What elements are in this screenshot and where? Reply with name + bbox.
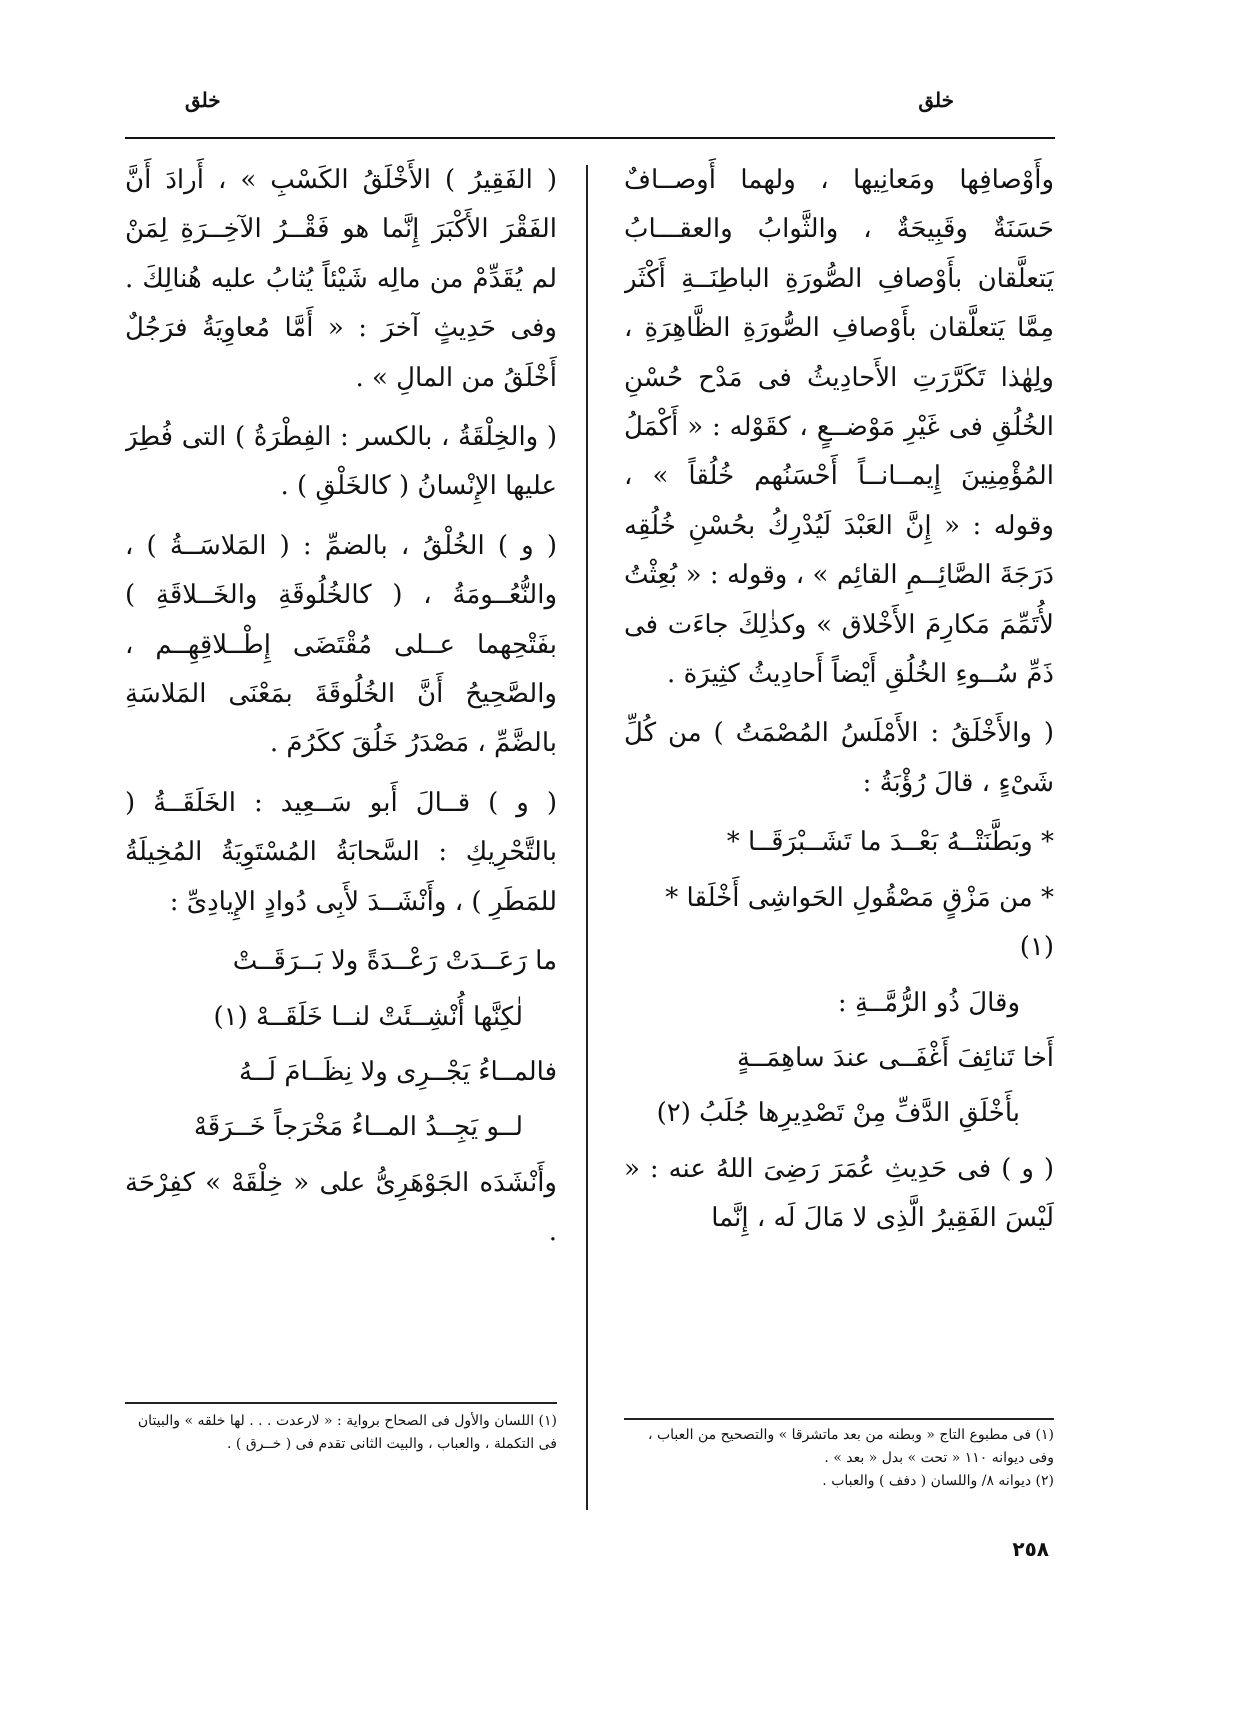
left-text-column xyxy=(125,156,557,1406)
right-column-verse-line: * وبَطَّنَتْــهُ بَعْــدَ ما تَشَــبْرَقَــا * xyxy=(726,827,1054,858)
running-header-right: خلق xyxy=(918,88,954,112)
footnote: (١) اللسان والأول فى الصحاح برواية : « لارعدت . . . لها خلقه » والبيتان فى التكملة ، والعباب ، والبيت الثانى تقدم فى ( خــرق ) . xyxy=(137,1413,557,1452)
left-column-paragraph: ( و ) قــالَ أَبو سَــعِيد : الخَلَقَــةُ ( بالتَّحْرِيكِ : السَّحابَةُ المُسْتَوِيَةُ المُخِيلَةُ للمَطَرِ ) ، وأَنْشَــدَ لأَبِى دُوادٍ الإِيادِىِّ : xyxy=(125,787,557,917)
right-column-verse-line: أَخا تَنائِفَ أَغْفَــى عندَ ساهِمَــةٍ xyxy=(737,1042,1054,1073)
left-column-verse-line: ما رَعَــدَتْ رَعْــدَةً ولا بَــرَقَــتْ xyxy=(232,946,557,977)
column-divider xyxy=(586,165,588,1510)
right-column-verse-line: وقالَ ذُو الرُّمَّــةِ : xyxy=(837,987,1020,1018)
right-column-paragraph: وأَوْصافِها ومَعانِيها ، ولهما أَوصــافٌ حَسَنَةٌ وقَبِيحَةٌ ، والثَّوابُ والعقـــابُ يَتعلَّقان بأَوْصافِ الصُّورَةِ الباطِنَــةِ أَكْثَر مِمَّا يَتعلَّقان بأَوْصافِ الصُّورَةِ الظَّاهِرَةِ ، ولِهٰذا تَكَرَّرَتِ الأَحادِيثُ فى مَدْح حُسْنِ الخُلُقِ فى غَيْرِ مَوْضــعٍ ، كقَوْله : « أَكْمَلُ المُؤْمِنِينَ إِيمــانــاً أَحْسَنُهم خُلُقاً » ، وقوله : « إِنَّ العَبْدَ لَيُدْرِكُ بحُسْنِ خُلُقِه دَرَجَةَ الصَّائِــمِ القائِم » ، وقوله : « بُعِثْتُ لأُتَمِّمَ مَكارِمَ الأَخْلاق » وكذٰلِكَ جاءَت فى ذَمِّ سُــوءِ الخُلُقِ أَيْضاً أَحادِيثُ كثِيرَة . xyxy=(624,165,1054,690)
right-column-verse-line: * من مَزْقٍ مَصْقُولِ الحَواشِى أَخْلَقا * (١) xyxy=(665,882,1054,963)
right-text-column xyxy=(624,156,1054,1426)
header-rule xyxy=(125,137,1055,139)
footnote: (٢) ديوانه ٨/ واللسان ( دفف ) والعباب . xyxy=(822,1473,1054,1489)
footnote-rule-left xyxy=(125,1402,557,1404)
footnotes-right xyxy=(624,1424,1054,1493)
right-column-paragraph: ( و ) فى حَدِيثِ عُمَرَ رَضِىَ اللهُ عنه : « لَيْسَ الفَقِيرُ الَّذِى لا مَالَ لَه ، إِنَّما xyxy=(624,1153,1054,1234)
running-header-left: خلق xyxy=(185,88,221,112)
left-column-verse-line: لــو يَجِــدُ المــاءُ مَخْرَجاً خَــرَقَهْ xyxy=(193,1112,523,1143)
left-column-verse-line: لٰكِنَّها أُنْشِــئَتْ لنــا خَلَقَــهْ (١) xyxy=(213,1001,523,1032)
page-number: ٢٥٨ xyxy=(1012,1537,1049,1561)
footnote: (١) فى مطبوع التاج « وبطنه من بعد ماتشرقا » والتصحيح من العباب ، وفى ديوانه ١١٠ « تحت » بدل « بعد » . xyxy=(648,1427,1054,1466)
left-column-paragraph: ( و ) الخُلْقُ ، بالضمِّ : ( المَلاسَــةُ ) ، والنُّعُــومَةُ ، ( كالخُلُوقَةِ والخَــلاقَةِ ) بفَتْحِهما عــلى مُقْتَضَى إِطْــلاقِهِــم ، والصَّحِيحُ أَنَّ الخُلُوقَةَ بمَعْنَى المَلاسَةِ بالضَّمِّ ، مَصْدَرُ خَلُقَ ككَرُمَ . xyxy=(125,530,557,759)
left-column-paragraph: وأَنْشَدَه الجَوْهَرِىُّ على « خِلْقَهْ » كفِرْحَة . xyxy=(125,1167,557,1248)
right-column-verse-line: بأَخْلَقِ الدَّفِّ مِنْ تَصْدِيرِها جُلَبُ (٢) xyxy=(656,1098,1020,1129)
left-column-verse-line: فالمــاءُ يَجْــرِى ولا نِظَــامَ لَــهُ xyxy=(239,1056,557,1087)
footnote-rule-right xyxy=(624,1418,1054,1420)
left-column-paragraph: ( الفَقِيرُ ) الأَخْلَقُ الكَسْبِ » ، أَرادَ أَنَّ الفَقْرَ الأَكْبَرَ إِنَّما هو فَقْــرُ الآخِــرَةِ لِمَنْ لم يُقَدِّمْ من مالِه شَيْئاً يُثابُ عليه هُنالِكَ . وفى حَدِيثٍ آخرَ : « أَمَّا مُعاوِيَةُ فرَجُلٌ أَخْلَقُ من المالِ » . xyxy=(125,165,557,393)
footnotes-left xyxy=(125,1410,557,1456)
right-column-paragraph: ( والأَخْلَقُ : الأَمْلَسُ المُصْمَتُ ) من كُلِّ شَىْءٍ ، قالَ رُؤْبَةُ : xyxy=(624,718,1054,798)
left-column-paragraph: ( والخِلْقَةُ ، بالكسر : الفِطْرَةُ ) التى فُطِرَ عليها الإِنْسانُ ( كالخَلْقِ ) . xyxy=(125,422,557,502)
